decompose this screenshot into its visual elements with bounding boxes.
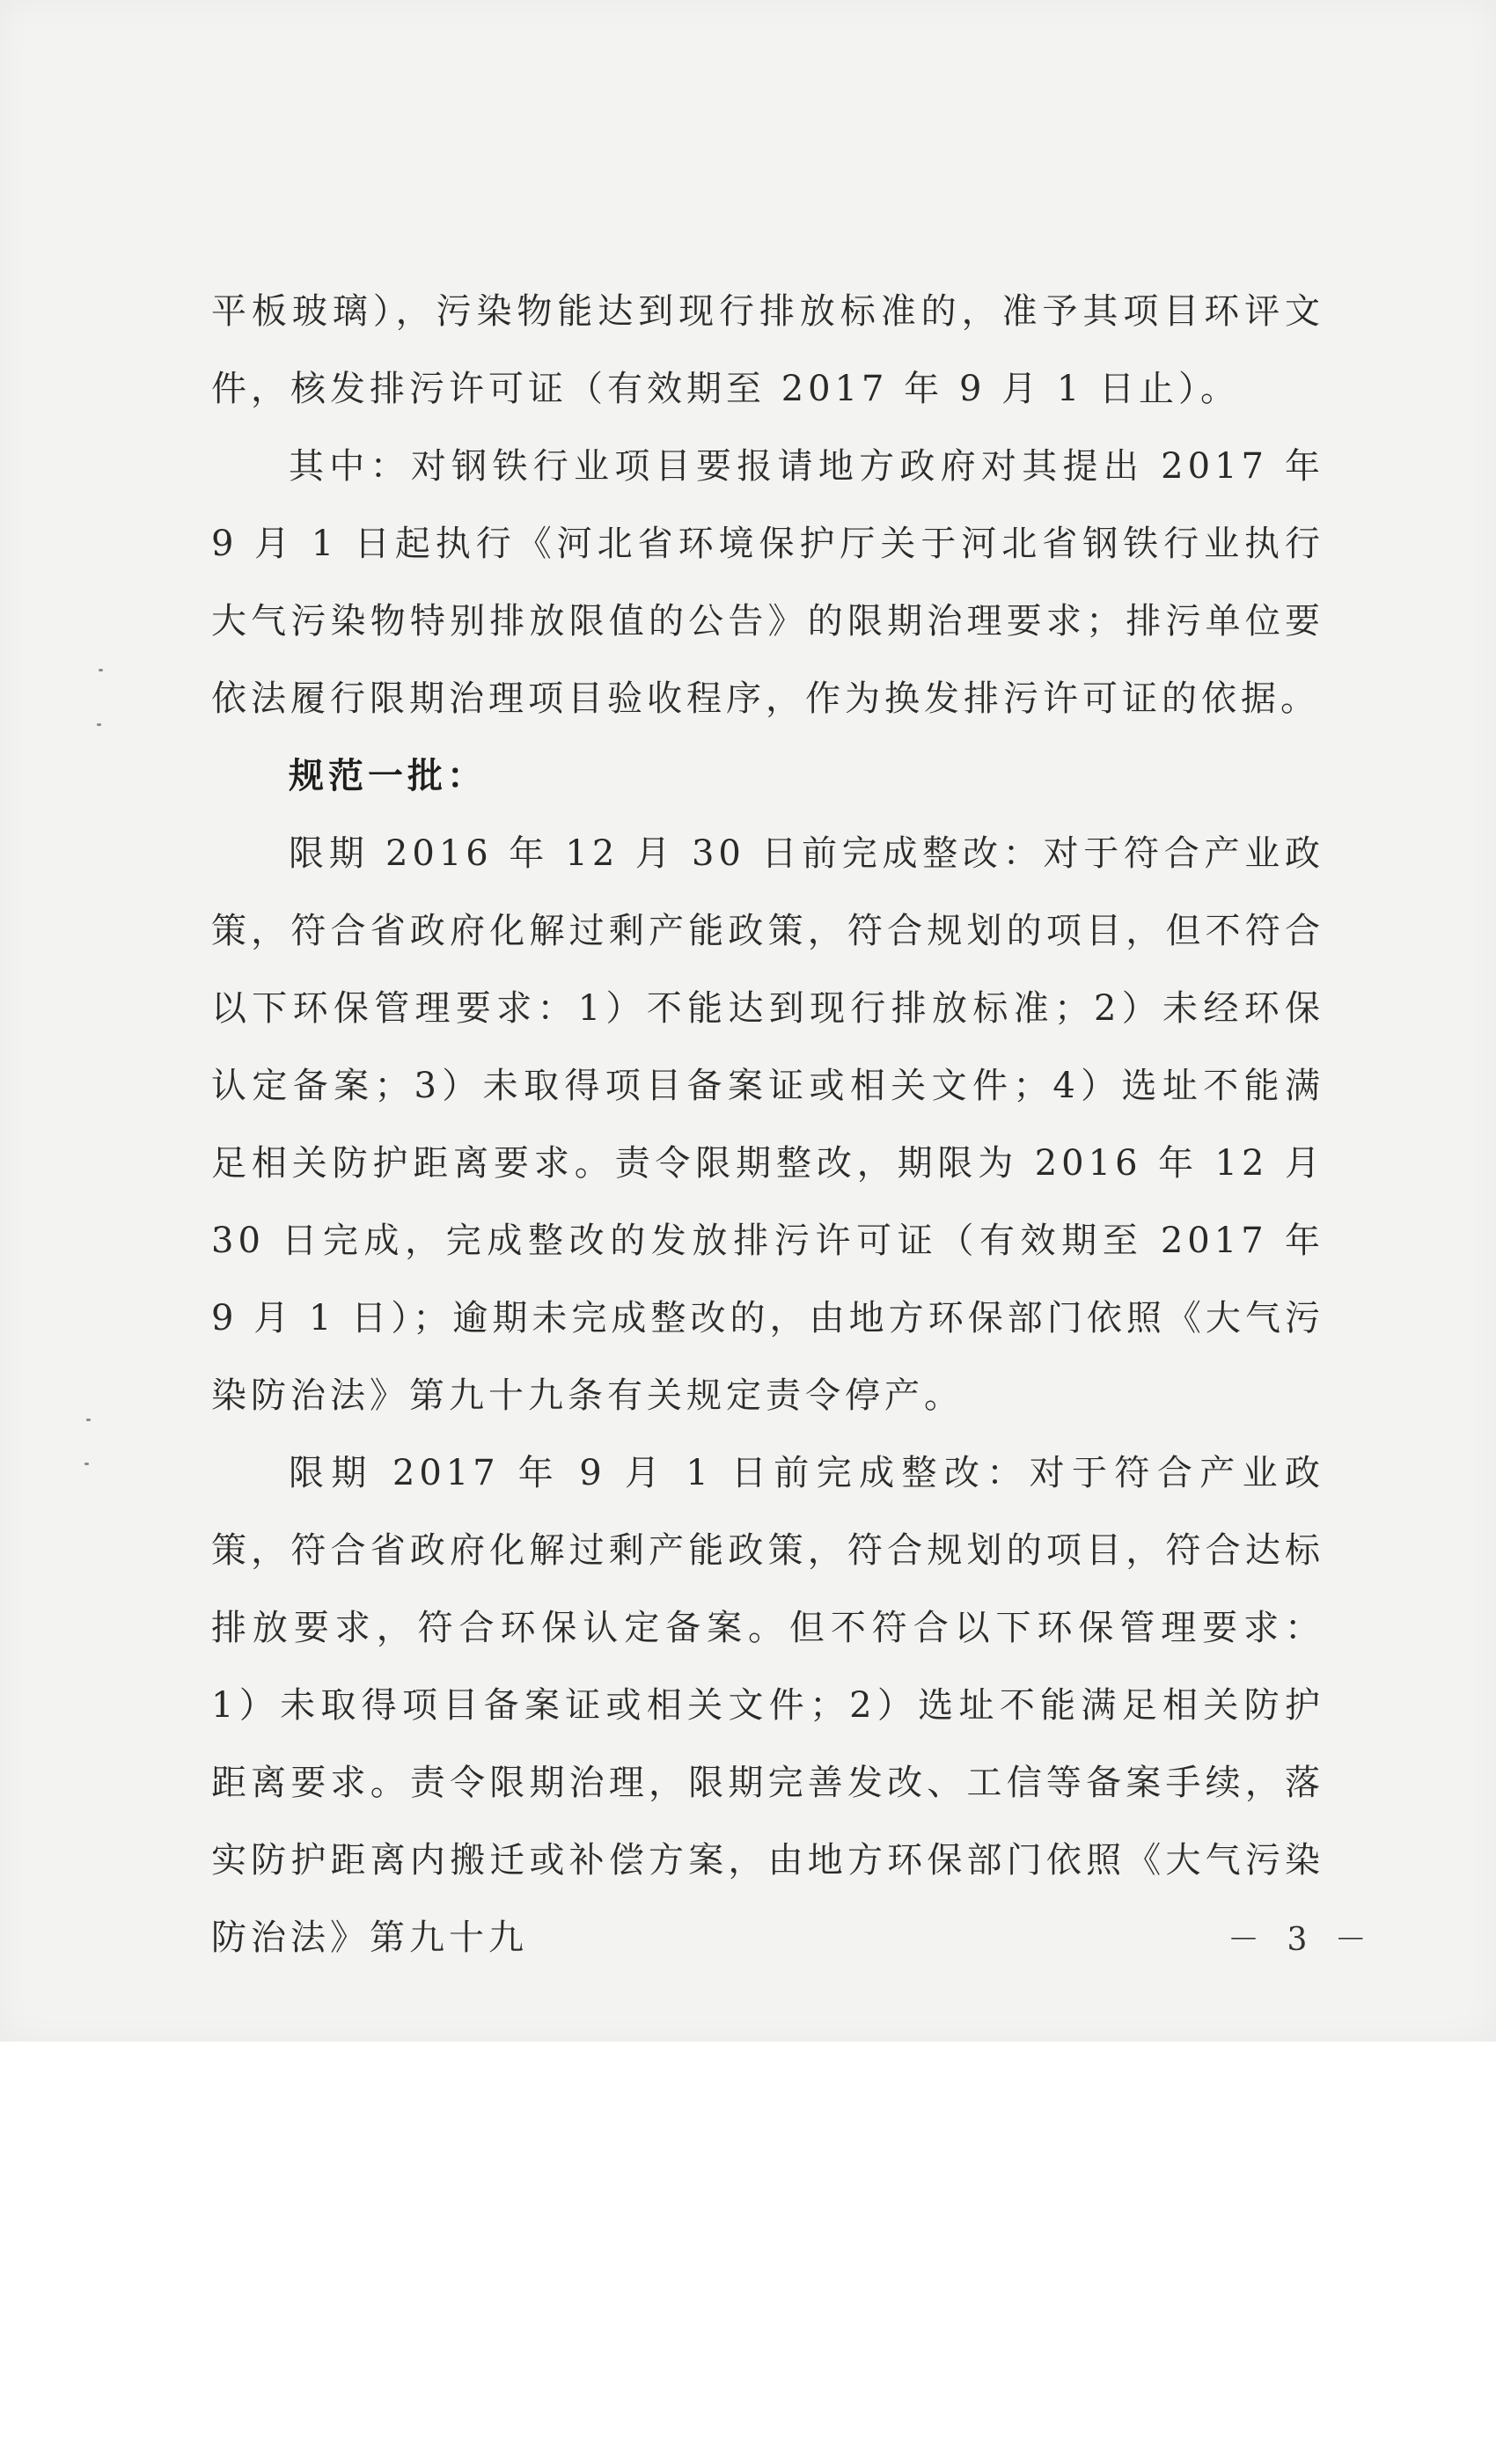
scan-speck xyxy=(84,1463,89,1465)
page-number: － 3 － xyxy=(1228,1922,1375,1958)
paragraph-deadline-2017: 限期 2017 年 9 月 1 日前完成整改：对于符合产业政策，符合省政府化解过剩产能政策，符合规划的项目，符合达标排放要求，符合环保认定备案。但不符合以下环保管理要求：1）未取得项目备案证或相关文件；2）选址不能满足相关防护距离要求。责令限期治理，限期完善发改、工信等备案手续，落实防护距离内搬迁或补偿方案，由地方环保部门依照《大气污染防治法》第九十九 xyxy=(211,1453,1324,1958)
paragraph-steel-industry: 其中：对钢铁行业项目要报请地方政府对其提出 2017 年 9 月 1 日起执行《河北省环境保护厅关于河北省钢铁行业执行大气污染物特别排放限值的公告》的限期治理要求；排污单位要依法履行限期治理项目验收程序，作为换发排污许可证的依据。 xyxy=(211,446,1324,719)
scan-speck xyxy=(99,669,103,671)
paragraph-deadline-2016: 限期 2016 年 12 月 30 日前完成整改：对于符合产业政策，符合省政府化解过剩产能政策，符合规划的项目，但不符合以下环保管理要求：1）不能达到现行排放标准；2）未经环保认定备案；3）未取得项目备案证或相关文件；4）选址不能满足相关防护距离要求。责令限期整改，期限为 2016 年 12 月 30 日完成，完成整改的发放排污许可证（有效期至 2017 年 9 月 1 日）；逾期未完成整改的，由地方环保部门依照《大气污染防治法》第九十九条有关规定责令停产。 xyxy=(211,833,1324,1416)
scan-speck xyxy=(97,723,101,726)
document-body xyxy=(211,273,1324,1976)
scan-speck xyxy=(86,1419,91,1421)
paragraph-continuation: 平板玻璃），污染物能达到现行排放标准的，准予其项目环评文件，核发排污许可证（有效期至 2017 年 9 月 1 日止）。 xyxy=(211,291,1324,409)
section-heading: 规范一批： xyxy=(289,756,487,796)
blank-margin xyxy=(0,2042,1496,2464)
